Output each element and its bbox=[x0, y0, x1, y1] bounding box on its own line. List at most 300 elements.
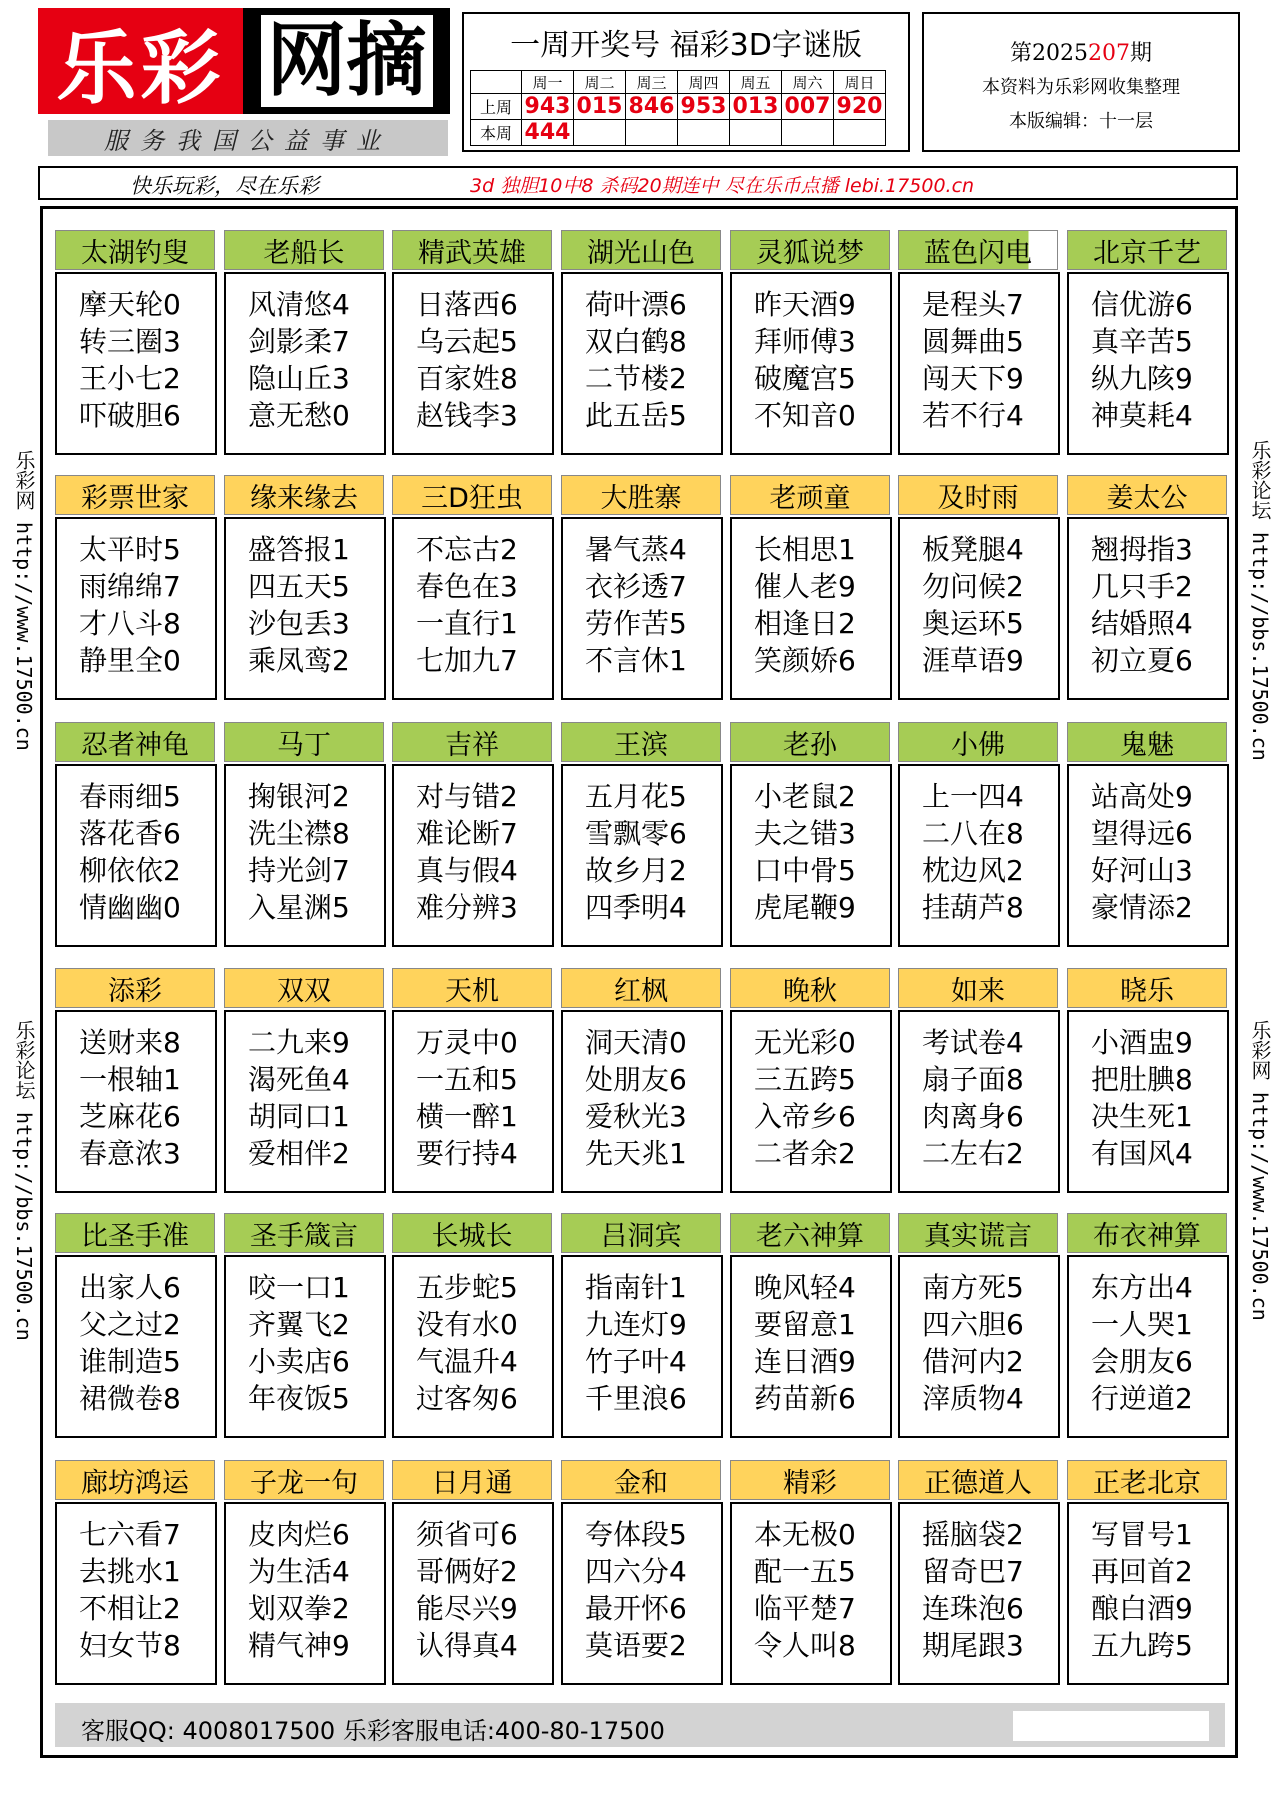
riddle-line: 芝麻花6 bbox=[79, 1100, 181, 1133]
riddle-line: 配一五5 bbox=[754, 1555, 856, 1588]
riddle-line: 好河山3 bbox=[1091, 854, 1193, 887]
riddle-card-title: 吉祥 bbox=[392, 722, 552, 762]
draw-number: 920 bbox=[834, 94, 886, 120]
day-header: 周二 bbox=[574, 71, 626, 94]
riddle-line: 圆舞曲5 bbox=[922, 325, 1024, 358]
riddle-line: 不相让2 bbox=[79, 1592, 181, 1625]
riddle-line: 一直行1 bbox=[416, 607, 518, 640]
riddle-card bbox=[224, 230, 386, 455]
riddle-card-title: 天机 bbox=[392, 968, 552, 1008]
riddle-card bbox=[224, 722, 386, 947]
riddle-line: 要留意1 bbox=[754, 1308, 856, 1341]
riddle-card bbox=[898, 1460, 1060, 1685]
riddle-line: 入帝乡6 bbox=[754, 1100, 856, 1133]
draw-number: 015 bbox=[574, 94, 626, 120]
riddle-card-title: 廊坊鸿运 bbox=[55, 1460, 215, 1500]
riddle-line: 四季明4 bbox=[585, 891, 687, 924]
riddle-line: 一根轴1 bbox=[79, 1063, 181, 1096]
issue-editor: 本版编辑：十一层 bbox=[1009, 111, 1153, 132]
riddle-line: 酿白酒9 bbox=[1091, 1592, 1193, 1625]
riddle-card-body bbox=[730, 517, 892, 700]
riddle-line: 初立夏6 bbox=[1091, 644, 1193, 677]
riddle-card-title: 添彩 bbox=[55, 968, 215, 1008]
riddle-card-title: 真实谎言 bbox=[898, 1213, 1058, 1253]
riddle-card-body bbox=[55, 517, 217, 700]
riddle-card bbox=[55, 1460, 217, 1685]
riddle-card-title: 布衣神算 bbox=[1067, 1213, 1227, 1253]
riddle-card bbox=[392, 230, 554, 455]
riddle-line: 没有水0 bbox=[416, 1308, 518, 1341]
riddle-line: 最开怀6 bbox=[585, 1592, 687, 1625]
riddle-card-title: 精彩 bbox=[730, 1460, 890, 1500]
riddle-card-body bbox=[561, 1502, 723, 1685]
riddle-line: 裙微卷8 bbox=[79, 1382, 181, 1415]
customer-service: 客服QQ: 4008017500 乐彩客服电话:400-80-17500 bbox=[81, 1717, 665, 1745]
riddle-line: 几只手2 bbox=[1091, 570, 1193, 603]
riddle-card bbox=[561, 1213, 723, 1438]
riddle-card bbox=[55, 475, 217, 700]
riddle-line: 虎尾鞭9 bbox=[754, 891, 856, 924]
riddle-card bbox=[730, 230, 892, 455]
riddle-line: 谁制造5 bbox=[79, 1345, 181, 1378]
draw-number: 846 bbox=[626, 94, 678, 120]
riddle-line: 莫语要2 bbox=[585, 1629, 687, 1662]
riddle-line: 隐山丘3 bbox=[248, 362, 350, 395]
draw-number bbox=[678, 120, 730, 146]
riddle-line: 转三圈3 bbox=[79, 325, 181, 358]
riddle-line: 一五和5 bbox=[416, 1063, 518, 1096]
riddle-line: 昨天酒9 bbox=[754, 288, 856, 321]
riddle-card bbox=[898, 230, 1060, 455]
riddle-card-title: 大胜寨 bbox=[561, 475, 721, 515]
riddle-line: 写冒号1 bbox=[1091, 1518, 1193, 1551]
riddle-line: 真与假4 bbox=[416, 854, 518, 887]
riddle-card-title: 北京千艺 bbox=[1067, 230, 1227, 270]
riddle-line: 划双拳2 bbox=[248, 1592, 350, 1625]
riddle-card-body bbox=[730, 272, 892, 455]
riddle-card-body bbox=[1067, 272, 1229, 455]
riddle-card-body bbox=[224, 272, 386, 455]
riddle-line: 东方出4 bbox=[1091, 1271, 1193, 1304]
riddle-card-body bbox=[1067, 1010, 1229, 1193]
riddle-line: 日落西6 bbox=[416, 288, 518, 321]
side-text-left-top: 乐彩网 http://www.17500.cn bbox=[12, 450, 36, 751]
riddle-line: 五九跨5 bbox=[1091, 1629, 1193, 1662]
riddle-line: 留奇巴7 bbox=[922, 1555, 1024, 1588]
riddle-line: 考试卷4 bbox=[922, 1026, 1024, 1059]
riddle-card-body bbox=[392, 764, 554, 947]
riddle-card-body bbox=[1067, 764, 1229, 947]
riddle-line: 夫之错3 bbox=[754, 817, 856, 850]
draw-number bbox=[626, 120, 678, 146]
riddle-line: 吓破胆6 bbox=[79, 399, 181, 432]
riddle-line: 纵九陔9 bbox=[1091, 362, 1193, 395]
riddle-card bbox=[561, 722, 723, 947]
day-header: 周五 bbox=[730, 71, 782, 94]
riddle-card bbox=[1067, 230, 1229, 455]
riddle-line: 洞天清0 bbox=[585, 1026, 687, 1059]
riddle-card-body bbox=[561, 517, 723, 700]
riddle-card-body bbox=[730, 1010, 892, 1193]
riddle-line: 站高处9 bbox=[1091, 780, 1193, 813]
riddle-line: 不言休1 bbox=[585, 644, 687, 677]
riddle-line: 荷叶漂6 bbox=[585, 288, 687, 321]
riddle-card bbox=[730, 475, 892, 700]
riddle-card bbox=[1067, 722, 1229, 947]
riddle-card bbox=[224, 475, 386, 700]
logo bbox=[38, 8, 450, 154]
day-header: 周三 bbox=[626, 71, 678, 94]
riddle-card-body bbox=[392, 1502, 554, 1685]
riddle-card-body bbox=[392, 517, 554, 700]
riddle-line: 真辛苦5 bbox=[1091, 325, 1193, 358]
riddle-line: 借河内2 bbox=[922, 1345, 1024, 1378]
riddle-card bbox=[224, 1213, 386, 1438]
issue-number: 第2025207期 bbox=[1009, 41, 1152, 66]
riddle-line: 衣衫透7 bbox=[585, 570, 687, 603]
riddle-line: 父之过2 bbox=[79, 1308, 181, 1341]
riddle-card-title: 圣手箴言 bbox=[224, 1213, 384, 1253]
riddle-card bbox=[55, 722, 217, 947]
riddle-card bbox=[1067, 1460, 1229, 1685]
riddle-line: 乌云起5 bbox=[416, 325, 518, 358]
riddle-card-title: 老顽童 bbox=[730, 475, 890, 515]
riddle-line: 难分辨3 bbox=[416, 891, 518, 924]
riddle-line: 神莫耗4 bbox=[1091, 399, 1193, 432]
footer bbox=[55, 1703, 1225, 1747]
riddle-line: 挂葫芦8 bbox=[922, 891, 1024, 924]
riddle-line: 柳依依2 bbox=[79, 854, 181, 887]
riddle-line: 对与错2 bbox=[416, 780, 518, 813]
riddle-line: 赵钱李3 bbox=[416, 399, 518, 432]
riddle-card bbox=[55, 1213, 217, 1438]
day-header: 周一 bbox=[522, 71, 574, 94]
riddle-card-title: 马丁 bbox=[224, 722, 384, 762]
riddle-card-title: 晚秋 bbox=[730, 968, 890, 1008]
riddle-line: 五步蛇5 bbox=[416, 1271, 518, 1304]
riddle-card bbox=[392, 968, 554, 1193]
riddle-line: 令人叫8 bbox=[754, 1629, 856, 1662]
riddle-line: 情幽幽0 bbox=[79, 891, 181, 924]
riddle-line: 须省可6 bbox=[416, 1518, 518, 1551]
riddle-line: 认得真4 bbox=[416, 1629, 518, 1662]
riddle-line: 望得远6 bbox=[1091, 817, 1193, 850]
this-week-label: 本周 bbox=[471, 120, 522, 146]
riddle-card-title: 比圣手准 bbox=[55, 1213, 215, 1253]
riddle-card-body bbox=[55, 1255, 217, 1438]
riddle-line: 信优游6 bbox=[1091, 288, 1193, 321]
draw-table bbox=[470, 70, 886, 146]
draw-number bbox=[834, 120, 886, 146]
riddle-line: 王小七2 bbox=[79, 362, 181, 395]
riddle-card-title: 姜太公 bbox=[1067, 475, 1227, 515]
side-text-right-top: 乐彩论坛 http://bbs.17500.cn bbox=[1248, 440, 1272, 761]
riddle-card-title: 如来 bbox=[898, 968, 1058, 1008]
riddle-line: 难论断7 bbox=[416, 817, 518, 850]
riddle-card-title: 子龙一句 bbox=[224, 1460, 384, 1500]
riddle-card-body bbox=[1067, 1502, 1229, 1685]
riddle-line: 夸体段5 bbox=[585, 1518, 687, 1551]
riddle-card bbox=[898, 722, 1060, 947]
riddle-line: 笑颜娇6 bbox=[754, 644, 856, 677]
riddle-card bbox=[55, 968, 217, 1193]
riddle-card bbox=[561, 968, 723, 1193]
riddle-card-title: 太湖钓叟 bbox=[55, 230, 215, 270]
riddle-card-body bbox=[561, 1010, 723, 1193]
riddle-line: 不知音0 bbox=[754, 399, 856, 432]
riddle-line: 才八斗8 bbox=[79, 607, 181, 640]
riddle-card-body bbox=[898, 517, 1060, 700]
riddle-line: 滓质物4 bbox=[922, 1382, 1024, 1415]
riddle-card-body bbox=[55, 764, 217, 947]
riddle-line: 药苗新6 bbox=[754, 1382, 856, 1415]
riddle-line: 爱相伴2 bbox=[248, 1137, 350, 1170]
riddle-line: 处朋友6 bbox=[585, 1063, 687, 1096]
riddle-line: 能尽兴9 bbox=[416, 1592, 518, 1625]
draw-number: 943 bbox=[522, 94, 574, 120]
riddle-line: 掬银河2 bbox=[248, 780, 350, 813]
riddle-line: 齐翼飞2 bbox=[248, 1308, 350, 1341]
riddle-line: 三五跨5 bbox=[754, 1063, 856, 1096]
slogan-promo[interactable]: 3d 独胆10中8 杀码20期连中 尽在乐币点播 lebi.17500.cn bbox=[470, 175, 975, 197]
riddle-card bbox=[730, 1460, 892, 1685]
riddle-line: 先天兆1 bbox=[585, 1137, 687, 1170]
riddle-line: 春意浓3 bbox=[79, 1137, 181, 1170]
riddle-line: 连日酒9 bbox=[754, 1345, 856, 1378]
weekly-draw-panel bbox=[462, 12, 910, 152]
riddle-line: 涯草语9 bbox=[922, 644, 1024, 677]
riddle-line: 去挑水1 bbox=[79, 1555, 181, 1588]
riddle-line: 肉离身6 bbox=[922, 1100, 1024, 1133]
riddle-line: 胡同口1 bbox=[248, 1100, 350, 1133]
riddle-line: 长相思1 bbox=[754, 533, 856, 566]
riddle-line: 年夜饭5 bbox=[248, 1382, 350, 1415]
riddle-line: 哥俩好2 bbox=[416, 1555, 518, 1588]
riddle-card-title: 蓝色闪电 bbox=[898, 230, 1058, 270]
riddle-line: 催人老9 bbox=[754, 570, 856, 603]
riddle-card-title: 正老北京 bbox=[1067, 1460, 1227, 1500]
riddle-card bbox=[730, 1213, 892, 1438]
riddle-line: 妇女节8 bbox=[79, 1629, 181, 1662]
riddle-card bbox=[392, 1460, 554, 1685]
riddle-card bbox=[898, 1213, 1060, 1438]
draw-number: 444 bbox=[522, 120, 574, 146]
draw-number bbox=[782, 120, 834, 146]
draw-number: 953 bbox=[678, 94, 730, 120]
slogan-bar bbox=[38, 166, 1238, 200]
riddle-line: 静里全0 bbox=[79, 644, 181, 677]
riddle-card-title: 吕洞宾 bbox=[561, 1213, 721, 1253]
riddle-card-title: 正德道人 bbox=[898, 1460, 1058, 1500]
riddle-line: 拜师傅3 bbox=[754, 325, 856, 358]
riddle-line: 连珠泡6 bbox=[922, 1592, 1024, 1625]
riddle-line: 是程头7 bbox=[922, 288, 1024, 321]
riddle-line: 剑影柔7 bbox=[248, 325, 350, 358]
day-header: 周日 bbox=[834, 71, 886, 94]
riddle-line: 扇子面8 bbox=[922, 1063, 1024, 1096]
riddle-line: 万灵中0 bbox=[416, 1026, 518, 1059]
riddle-line: 精气神9 bbox=[248, 1629, 350, 1662]
day-header: 周四 bbox=[678, 71, 730, 94]
riddle-line: 破魔宫5 bbox=[754, 362, 856, 395]
riddle-card bbox=[730, 968, 892, 1193]
riddle-card bbox=[561, 1460, 723, 1685]
riddle-line: 送财来8 bbox=[79, 1026, 181, 1059]
riddle-card bbox=[224, 1460, 386, 1685]
riddle-card-title: 王滨 bbox=[561, 722, 721, 762]
riddle-line: 指南针1 bbox=[585, 1271, 687, 1304]
riddle-card bbox=[561, 475, 723, 700]
riddle-card-body bbox=[898, 1502, 1060, 1685]
riddle-card-body bbox=[224, 1255, 386, 1438]
riddle-line: 风清悠4 bbox=[248, 288, 350, 321]
riddle-line: 结婚照4 bbox=[1091, 607, 1193, 640]
riddle-line: 枕边风2 bbox=[922, 854, 1024, 887]
draw-number: 007 bbox=[782, 94, 834, 120]
riddle-line: 勿问候2 bbox=[922, 570, 1024, 603]
riddle-line: 行逆道2 bbox=[1091, 1382, 1193, 1415]
riddle-card-body bbox=[224, 764, 386, 947]
riddle-line: 双白鹤8 bbox=[585, 325, 687, 358]
riddle-line: 意无愁0 bbox=[248, 399, 350, 432]
riddle-line: 雪飘零6 bbox=[585, 817, 687, 850]
riddle-line: 若不行4 bbox=[922, 399, 1024, 432]
riddle-line: 口中骨5 bbox=[754, 854, 856, 887]
riddle-line: 晚风轻4 bbox=[754, 1271, 856, 1304]
riddle-line: 上一四4 bbox=[922, 780, 1024, 813]
riddle-card-title: 老船长 bbox=[224, 230, 384, 270]
riddle-card-title: 湖光山色 bbox=[561, 230, 721, 270]
riddle-line: 无光彩0 bbox=[754, 1026, 856, 1059]
riddle-line: 五月花5 bbox=[585, 780, 687, 813]
riddle-card-body bbox=[224, 1010, 386, 1193]
riddle-card-title: 双双 bbox=[224, 968, 384, 1008]
riddle-line: 四五天5 bbox=[248, 570, 350, 603]
riddle-line: 四六分4 bbox=[585, 1555, 687, 1588]
draw-title: 一周开奖号 福彩3D字谜版 bbox=[510, 28, 862, 63]
riddle-card-title: 忍者神龟 bbox=[55, 722, 215, 762]
riddle-card-body bbox=[392, 272, 554, 455]
riddle-card-body bbox=[1067, 517, 1229, 700]
riddle-line: 春色在3 bbox=[416, 570, 518, 603]
riddle-line: 一人哭1 bbox=[1091, 1308, 1193, 1341]
side-text-left-bottom: 乐彩论坛 http://bbs.17500.cn bbox=[12, 1020, 36, 1341]
riddle-line: 九连灯9 bbox=[585, 1308, 687, 1341]
riddle-card bbox=[55, 230, 217, 455]
riddle-line: 横一醉1 bbox=[416, 1100, 518, 1133]
draw-number bbox=[730, 120, 782, 146]
riddle-card-title: 精武英雄 bbox=[392, 230, 552, 270]
riddle-card-body bbox=[898, 1255, 1060, 1438]
riddle-card bbox=[1067, 475, 1229, 700]
riddle-line: 千里浪6 bbox=[585, 1382, 687, 1415]
riddle-line: 南方死5 bbox=[922, 1271, 1024, 1304]
riddle-line: 落花香6 bbox=[79, 817, 181, 850]
riddle-line: 有国风4 bbox=[1091, 1137, 1193, 1170]
riddle-card-body bbox=[730, 1255, 892, 1438]
riddle-card-title: 老孙 bbox=[730, 722, 890, 762]
riddle-line: 春雨细5 bbox=[79, 780, 181, 813]
riddle-line: 劳作苦5 bbox=[585, 607, 687, 640]
riddle-line: 小酒盅9 bbox=[1091, 1026, 1193, 1059]
riddle-line: 二八在8 bbox=[922, 817, 1024, 850]
riddle-line: 不忘古2 bbox=[416, 533, 518, 566]
riddle-card-body bbox=[730, 1502, 892, 1685]
riddle-card bbox=[392, 1213, 554, 1438]
riddle-line: 摇脑袋2 bbox=[922, 1518, 1024, 1551]
riddle-card-body bbox=[1067, 1255, 1229, 1438]
riddle-card-title: 彩票世家 bbox=[55, 475, 215, 515]
riddle-line: 暑气蒸4 bbox=[585, 533, 687, 566]
riddle-card bbox=[561, 230, 723, 455]
riddle-line: 乘凤鸾2 bbox=[248, 644, 350, 677]
riddle-line: 咬一口1 bbox=[248, 1271, 350, 1304]
riddle-card-title: 红枫 bbox=[561, 968, 721, 1008]
riddle-card-body bbox=[898, 272, 1060, 455]
day-header: 周六 bbox=[782, 71, 834, 94]
riddle-card bbox=[898, 968, 1060, 1193]
riddle-line: 闯天下9 bbox=[922, 362, 1024, 395]
riddle-line: 二节楼2 bbox=[585, 362, 687, 395]
riddle-line: 小老鼠2 bbox=[754, 780, 856, 813]
riddle-card-body bbox=[224, 517, 386, 700]
riddle-card-body bbox=[898, 1010, 1060, 1193]
riddle-card-title: 灵狐说梦 bbox=[730, 230, 890, 270]
riddle-card-body bbox=[561, 764, 723, 947]
issue-panel bbox=[922, 12, 1240, 152]
riddle-line: 二九来9 bbox=[248, 1026, 350, 1059]
riddle-card-title: 鬼魅 bbox=[1067, 722, 1227, 762]
riddle-line: 本无极0 bbox=[754, 1518, 856, 1551]
riddle-card bbox=[898, 475, 1060, 700]
riddle-card bbox=[392, 475, 554, 700]
riddle-line: 持光剑7 bbox=[248, 854, 350, 887]
riddle-card-body bbox=[561, 1255, 723, 1438]
riddle-card-body bbox=[392, 1255, 554, 1438]
riddle-line: 渴死鱼4 bbox=[248, 1063, 350, 1096]
draw-number bbox=[574, 120, 626, 146]
riddle-card-body bbox=[392, 1010, 554, 1193]
riddle-line: 把肚腆8 bbox=[1091, 1063, 1193, 1096]
riddle-card-body bbox=[55, 272, 217, 455]
logo-black-text: 网摘 bbox=[261, 15, 433, 107]
riddle-line: 七加九7 bbox=[416, 644, 518, 677]
riddle-line: 此五岳5 bbox=[585, 399, 687, 432]
riddle-card-title: 金和 bbox=[561, 1460, 721, 1500]
riddle-line: 洗尘襟8 bbox=[248, 817, 350, 850]
riddle-line: 再回首2 bbox=[1091, 1555, 1193, 1588]
riddle-card-title: 小佛 bbox=[898, 722, 1058, 762]
riddle-line: 为生活4 bbox=[248, 1555, 350, 1588]
riddle-card-body bbox=[561, 272, 723, 455]
riddle-card-title: 缘来缘去 bbox=[224, 475, 384, 515]
riddle-line: 太平时5 bbox=[79, 533, 181, 566]
footer-blank-box bbox=[1013, 1711, 1209, 1741]
riddle-line: 雨绵绵7 bbox=[79, 570, 181, 603]
riddle-card bbox=[1067, 968, 1229, 1193]
riddle-line: 七六看7 bbox=[79, 1518, 181, 1551]
riddle-card-title: 晓乐 bbox=[1067, 968, 1227, 1008]
last-week-label: 上周 bbox=[471, 94, 522, 120]
riddle-card-title: 老六神算 bbox=[730, 1213, 890, 1253]
riddle-line: 过客匆6 bbox=[416, 1382, 518, 1415]
riddle-card-body bbox=[55, 1502, 217, 1685]
riddle-line: 二者余2 bbox=[754, 1137, 856, 1170]
riddle-line: 二左右2 bbox=[922, 1137, 1024, 1170]
draw-number: 013 bbox=[730, 94, 782, 120]
riddle-line: 豪情添2 bbox=[1091, 891, 1193, 924]
riddle-line: 气温升4 bbox=[416, 1345, 518, 1378]
